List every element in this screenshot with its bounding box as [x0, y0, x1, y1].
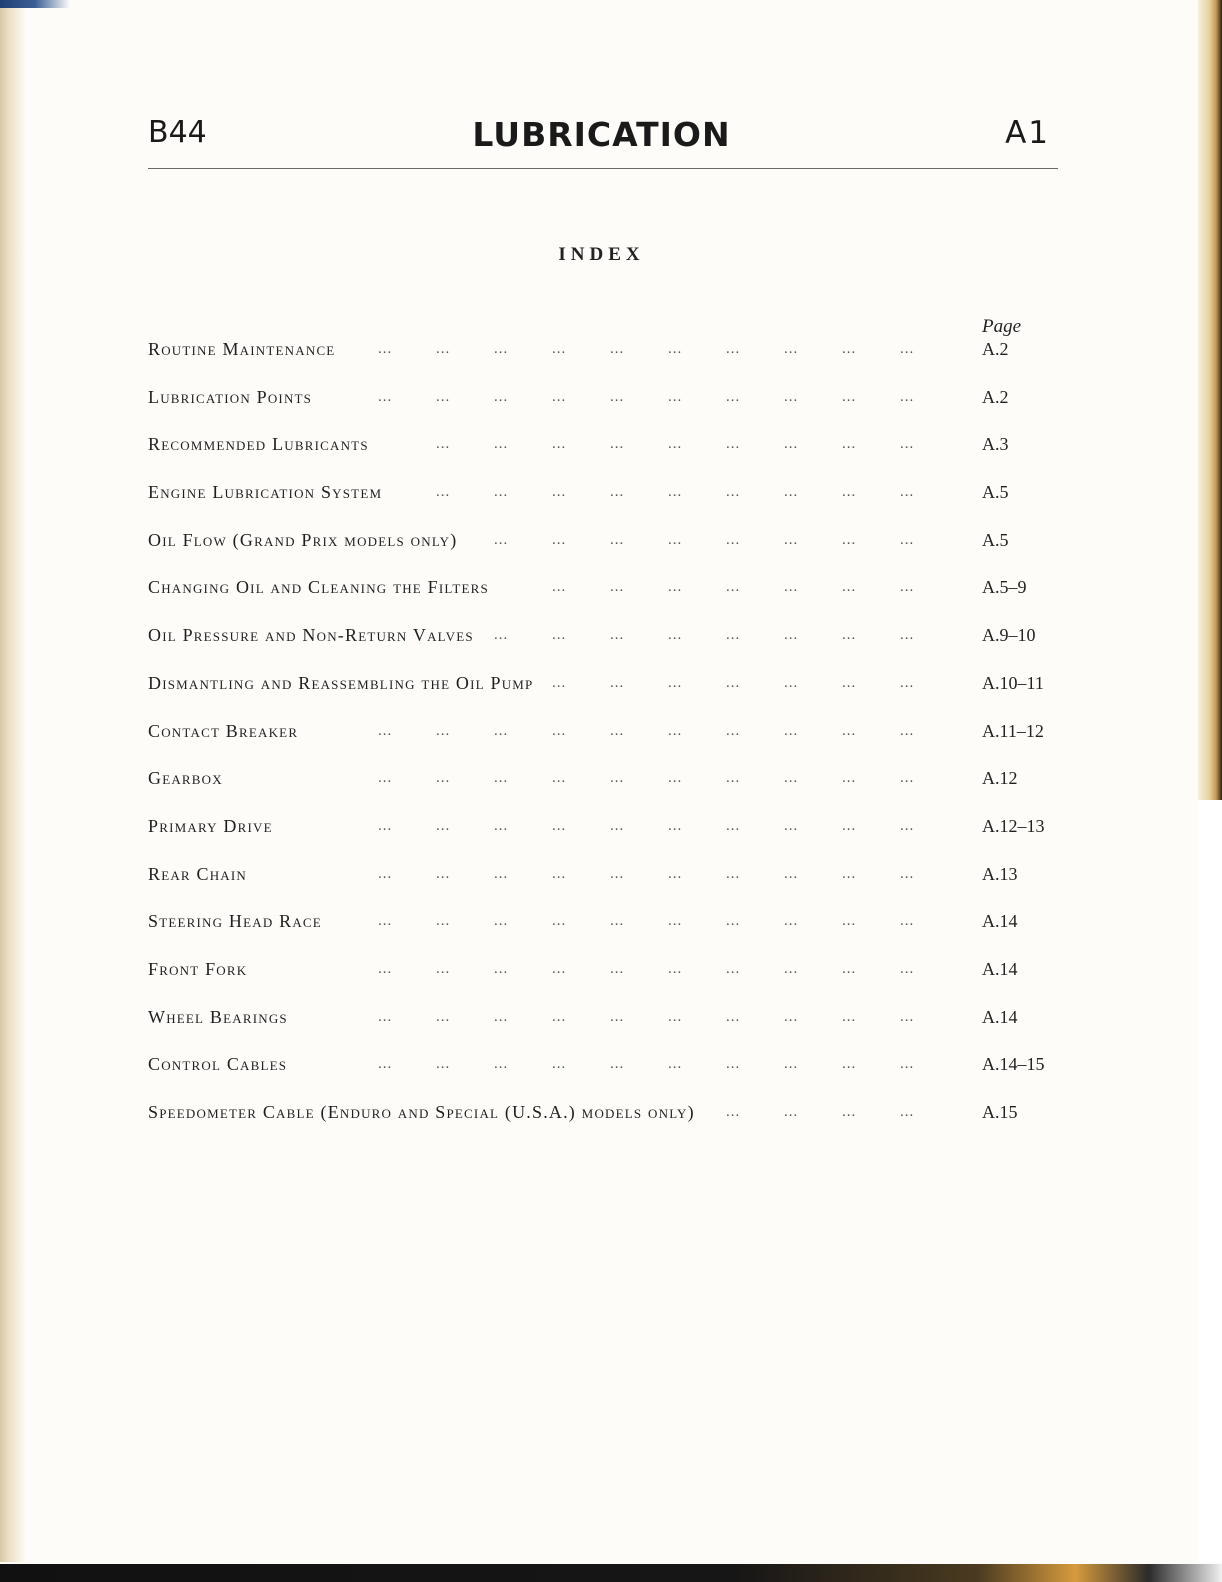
- page-bottom-edge: [0, 1564, 1222, 1582]
- index-entry: Speedometer Cable (Enduro and Special (U.S.A.) models only) ... ... ... ... A.15: [148, 1099, 1078, 1147]
- index-entry: Control Cables ... ... ... ... ... ... ... ... ... ... A.14–15: [148, 1051, 1078, 1099]
- entry-page: A.5: [982, 482, 1009, 503]
- entry-page: A.14–15: [982, 1054, 1045, 1075]
- entry-title: Routine Maintenance: [148, 339, 336, 359]
- index-list: [148, 336, 1078, 1147]
- page-right-edge-lower: [1198, 800, 1222, 1562]
- entry-title: Lubrication Points: [148, 386, 313, 407]
- index-entry: Steering Head Race ... ... ... ... ... ... ... ... ... ... A.14: [148, 908, 1078, 956]
- entry-title: Wheel Bearings: [148, 1006, 288, 1027]
- entry-page: A.2: [982, 339, 1009, 359]
- index-entry: Oil Pressure and Non-Return Valves ... ... ... ... ... ... ... ... A.9–10: [148, 622, 1078, 670]
- index-entry: Contact Breaker ... ... ... ... ... ... ... ... ... ... A.11–12: [148, 718, 1078, 766]
- index-heading: INDEX: [558, 244, 645, 265]
- index-entry: Front Fork ... ... ... ... ... ... ... ... ... ... A.14: [148, 956, 1078, 1004]
- index-entry: Changing Oil and Cleaning the Filters ... ... ... ... ... ... ... A.5–9: [148, 574, 1078, 622]
- entry-page: A.15: [982, 1102, 1018, 1122]
- entry-title: Engine Lubrication System: [148, 482, 383, 503]
- index-entry: Primary Drive ... ... ... ... ... ... ... ... ... ... A.12–13: [148, 813, 1078, 861]
- page-column-heading: Page: [982, 316, 1022, 337]
- entry-title: Front Fork: [148, 958, 248, 979]
- entry-page: A.9–10: [982, 625, 1036, 646]
- entry-title: Changing Oil and Cleaning the Filters: [148, 577, 489, 598]
- entry-title: Primary Drive: [148, 815, 273, 836]
- entry-page: A.5: [982, 529, 1009, 550]
- entry-title: Speedometer Cable (Enduro and Special (U.S.A.) models only): [148, 1102, 695, 1122]
- entry-title: Gearbox: [148, 768, 223, 789]
- entry-page: A.12–13: [982, 815, 1045, 836]
- index-entry: Gearbox ... ... ... ... ... ... ... ... ... ... A.12: [148, 765, 1078, 813]
- entry-page: A.14: [982, 1006, 1018, 1027]
- entry-page: A.10–11: [982, 672, 1044, 693]
- entry-title: Dismantling and Reassembling the Oil Pump: [148, 672, 534, 693]
- section-title: LUBRICATION: [472, 115, 731, 154]
- entry-title: Oil Flow (Grand Prix models only): [148, 529, 458, 550]
- index-entry: Wheel Bearings ... ... ... ... ... ... ... ... ... ... A.14: [148, 1004, 1078, 1052]
- entry-title: Recommended Lubricants: [148, 434, 369, 455]
- header-rule: [148, 168, 1058, 169]
- entry-page: A.13: [982, 863, 1018, 884]
- entry-page: A.3: [982, 434, 1009, 455]
- entry-page: A.14: [982, 911, 1018, 932]
- entry-page: A.14: [982, 958, 1018, 979]
- index-entry: Engine Lubrication System ... ... ... ... ... ... ... ... ... A.5: [148, 479, 1078, 527]
- index-entry: Rear Chain ... ... ... ... ... ... ... ... ... ... A.13: [148, 861, 1078, 909]
- entry-page: A.11–12: [982, 720, 1044, 741]
- index-entry: Routine Maintenance ... ... ... ... ... ... ... ... ... ... A.2: [148, 336, 1078, 384]
- entry-title: Control Cables: [148, 1054, 288, 1075]
- index-entry: Lubrication Points ... ... ... ... ... ... ... ... ... ... A.2: [148, 384, 1078, 432]
- page-top-corner: [0, 0, 70, 8]
- entry-page: A.2: [982, 386, 1009, 407]
- entry-title: Oil Pressure and Non-Return Valves: [148, 625, 474, 646]
- entry-title: Rear Chain: [148, 863, 248, 884]
- section-page-number: A1: [1005, 115, 1050, 151]
- page-right-edge: [1198, 0, 1222, 800]
- model-code: B44: [148, 115, 207, 150]
- index-entry: Recommended Lubricants ... ... ... ... ... ... ... ... ... A.3: [148, 431, 1078, 479]
- index-entry: Dismantling and Reassembling the Oil Pump ... ... ... ... ... ... ... A.10–11: [148, 670, 1078, 718]
- entry-title: Contact Breaker: [148, 720, 299, 741]
- entry-page: A.5–9: [982, 577, 1027, 598]
- page-left-edge: [0, 0, 26, 1562]
- entry-page: A.12: [982, 768, 1018, 789]
- entry-title: Steering Head Race: [148, 911, 322, 932]
- index-entry: Oil Flow (Grand Prix models only) ... ... ... ... ... ... ... ... A.5: [148, 527, 1078, 575]
